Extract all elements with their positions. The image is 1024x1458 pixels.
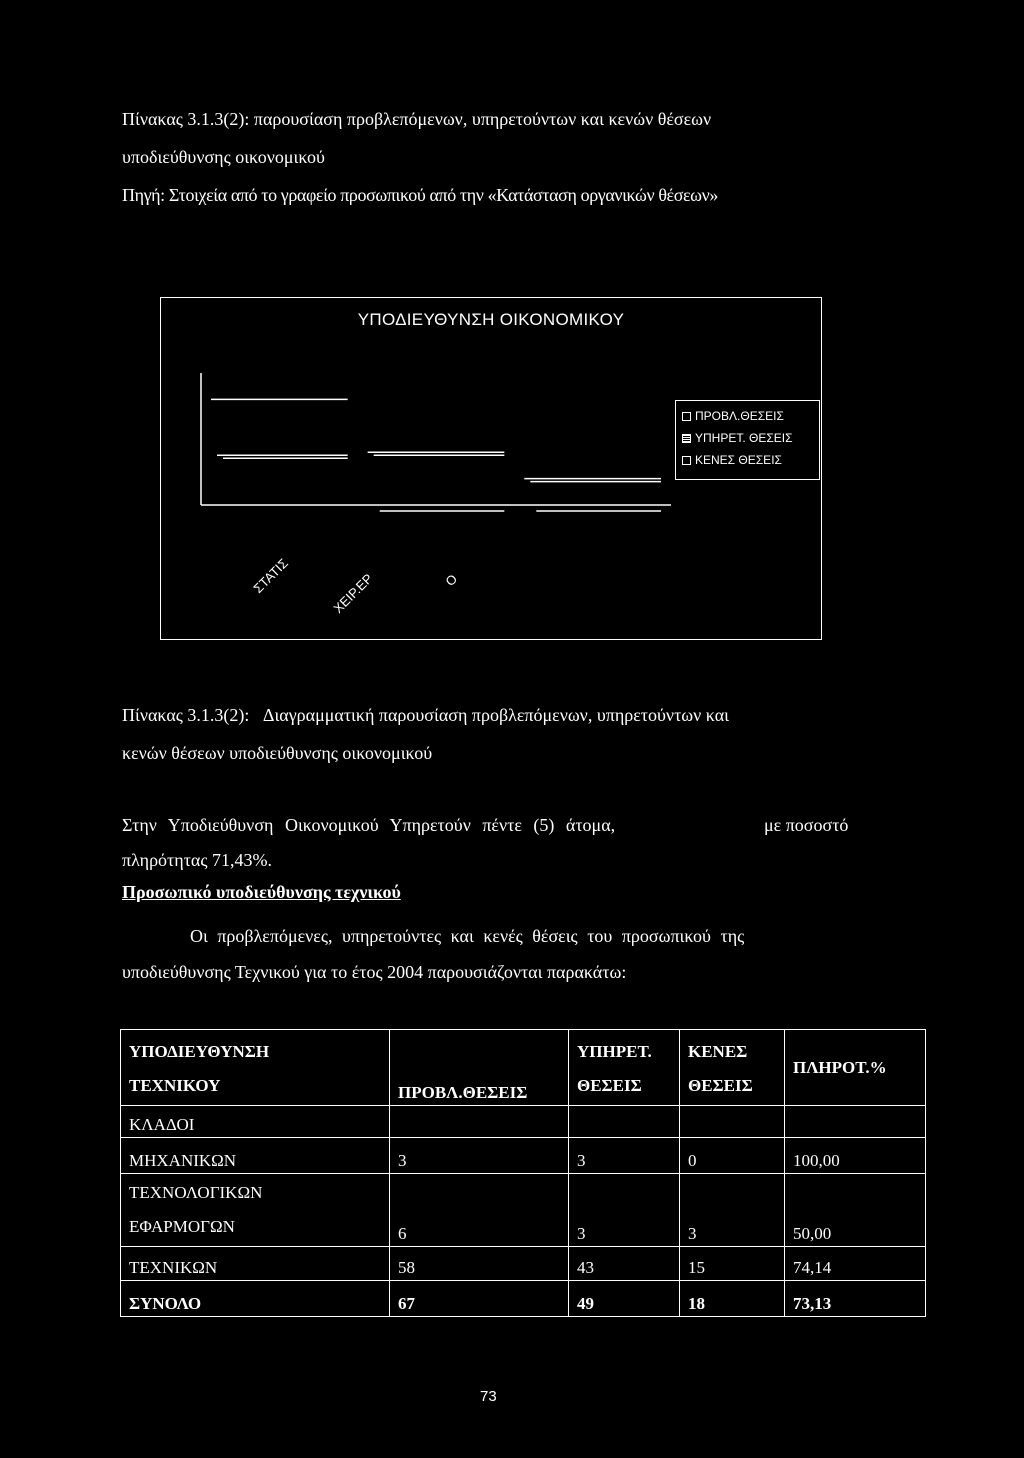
legend-item-vacant (682, 449, 819, 471)
table-header-row (121, 1030, 926, 1106)
source-note: Πηγή: Στοιχεία από το γραφείο προσωπικού από την «Κατάσταση οργανικών θέσεων» (122, 185, 718, 205)
cell: 73,13 (785, 1281, 926, 1317)
header-text: ΤΕΧΝΙΚΟΥ (129, 1076, 221, 1095)
chart-caption-prefix: Πίνακας 3.1.3(2): (122, 705, 250, 725)
cell: 0 (680, 1138, 785, 1174)
header-cell (121, 1030, 390, 1106)
row-label-text: ΕΦΑΡΜΟΓΩΝ (129, 1217, 235, 1236)
cell (680, 1106, 785, 1138)
row-label (121, 1174, 390, 1247)
cell: 67 (390, 1281, 569, 1317)
header-cell (680, 1030, 785, 1106)
cell: 58 (390, 1247, 569, 1281)
table-row (121, 1174, 926, 1247)
paragraph-line1-end: με ποσοστό (764, 815, 849, 835)
header-text: ΥΠΟΔΙΕΥΘΥΝΣΗ (129, 1042, 270, 1061)
cell: 74,14 (785, 1247, 926, 1281)
bar-chart (160, 297, 822, 640)
x-tick-label: Ο (442, 571, 461, 589)
cell (785, 1106, 926, 1138)
header-text: ΘΕΣΕΙΣ (577, 1076, 642, 1095)
cell (569, 1106, 680, 1138)
header-text: ΥΠΗΡΕΤ. (577, 1042, 652, 1061)
x-tick-label: ΧΕΙΡ.ΕΡ (330, 570, 376, 616)
header-cell (569, 1030, 680, 1106)
legend-item-serving (682, 427, 819, 449)
chart-legend (675, 400, 820, 480)
cell: 6 (390, 1174, 569, 1247)
table-caption-top-line2: υποδιεύθυνσης οικονομικού (122, 147, 325, 167)
header-text: ΘΕΣΕΙΣ (688, 1076, 753, 1095)
legend-label: ΚΕΝΕΣ ΘΕΣΕΙΣ (695, 453, 782, 467)
legend-swatch (682, 456, 691, 465)
cell: 3 (569, 1138, 680, 1174)
table-total-row (121, 1281, 926, 1317)
legend-item-planned (682, 405, 819, 427)
page-number: 73 (480, 1388, 497, 1405)
legend-label: ΥΠΗΡΕΤ. ΘΕΣΕΙΣ (695, 431, 793, 445)
header-cell: ΠΛΗΡΟΤ.% (785, 1030, 926, 1106)
table-caption-top: Πίνακας 3.1.3(2): παρουσίαση προβλεπόμενων, υπηρετούντων και κενών θέσεων (122, 109, 712, 129)
header-text: ΚΕΝΕΣ (688, 1042, 748, 1061)
chart-caption-line2: κενών θέσεων υποδιεύθυνσης οικονομικού (122, 743, 433, 763)
header-cell: ΠΡΟΒΛ.ΘΕΣΕΙΣ (390, 1030, 569, 1106)
legend-swatch (682, 412, 691, 421)
cell: 3 (390, 1138, 569, 1174)
row-label: ΚΛΑΔΟΙ (121, 1106, 390, 1138)
cell: 15 (680, 1247, 785, 1281)
cell: 43 (569, 1247, 680, 1281)
table-row (121, 1106, 926, 1138)
cell: 100,00 (785, 1138, 926, 1174)
paragraph-line2: πληρότητας 71,43%. (122, 850, 272, 870)
table-row (121, 1247, 926, 1281)
paragraph-line1: Στην Υποδιεύθυνση Οικονομικού Υπηρετούν πέντε (5) άτομα, (122, 815, 616, 835)
cell: 18 (680, 1281, 785, 1317)
technical-staff-table (120, 1029, 926, 1317)
section-heading: Προσωπικό υποδιεύθυνσης τεχνικού (122, 882, 401, 902)
table-row (121, 1138, 926, 1174)
cell: 3 (569, 1174, 680, 1247)
row-label: ΣΥΝΟΛΟ (121, 1281, 390, 1317)
chart-caption-text: Διαγραμματική παρουσίαση προβλεπόμενων, υπηρετούντων και (262, 705, 729, 725)
tech-intro-line2: υποδιεύθυνσης Τεχνικού για το έτος 2004 παρουσιάζονται παρακάτω: (122, 962, 627, 982)
chart-caption (122, 704, 729, 726)
chart-title: ΥΠΟΔΙΕΥΘΥΝΣΗ ΟΙΚΟΝΟΜΙΚΟΥ (357, 310, 625, 329)
row-label-text: ΤΕΧΝΟΛΟΓΙΚΩΝ (129, 1183, 263, 1202)
cell (390, 1106, 569, 1138)
x-tick-label: ΣΤΑΤΙΣ (250, 555, 291, 596)
row-label: ΜΗΧΑΝΙΚΩΝ (121, 1138, 390, 1174)
row-label: ΤΕΧΝΙΚΩΝ (121, 1247, 390, 1281)
cell: 50,00 (785, 1174, 926, 1247)
tech-intro-line1: Οι προβλεπόμενες, υπηρετούντες και κενές θέσεις του προσωπικού της (190, 926, 745, 946)
legend-label: ΠΡΟΒΛ.ΘΕΣΕΙΣ (695, 409, 784, 423)
legend-swatch (682, 434, 691, 443)
cell: 3 (680, 1174, 785, 1247)
cell: 49 (569, 1281, 680, 1317)
